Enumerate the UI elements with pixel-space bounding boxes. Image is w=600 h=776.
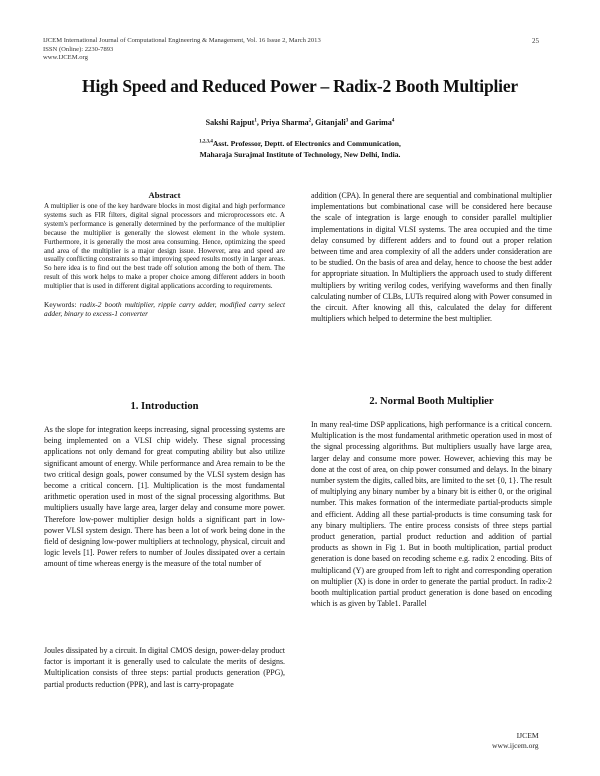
paragraph: addition (CPA). In general there are sequential and combinational multiplier implementations but combinational case will be considered here because the scale of integration is large enough to consider parallel multiplier implementations in digital VLSI systems. The area occupied and the time delay consumed by different adders and to found out a proper relation between time and area complexity of all the adders under consideration are to be studied. On the basis of area and delay, hence to choose the best adder for appropriate situation. In Multipliers the approach used to study different multipliers by writing verilog codes, verifying waveforms and then finally calculating number of CLBs, LUTs required along with Power consumed in the circuit. After knowing all this, calculated the delay for different multipliers which helped to determine the best multiplier.	[311, 191, 552, 324]
section-heading: 2. Normal Booth Multiplier	[369, 396, 494, 407]
footer-journal: IJCEM	[516, 731, 539, 740]
issn: ISSN (Online): 2230-7893	[43, 45, 114, 53]
author-index: 1	[254, 118, 257, 124]
footer-website: www.ijcem.org	[492, 741, 539, 750]
abstract-heading: Abstract	[148, 190, 181, 200]
affiliation-line-1: Asst. Professor, Deptt. of Electronics and Communication,	[212, 139, 401, 148]
page-number: 25	[532, 37, 539, 45]
author-separator: ,	[256, 118, 261, 127]
author-index: 4	[391, 118, 395, 124]
page-footer	[492, 731, 539, 751]
abstract-text: A multiplier is one of the key hardware blocks in most digital and high performance systems such as FIR filters, digital signal processors and microprocessors etc. A system's performance is generally determined by the performance of the multiplier because the multiplier is generally the slowest element in the whole system. Furthermore, it is generally the most area consuming. Hence, optimizing the speed and area of the multiplier is a major design issue. However, area and speed are usually conflicting constraints so that improving speed results mostly in larger areas. So here idea is to find out the best trade off solution among the both of them. The result of this work helps to make a proper choice among different adders in booth multiplier that is used in different digital applications according to requirements.	[44, 202, 285, 291]
keywords-label: Keywords:	[44, 300, 77, 310]
journal-line: IJCEM International Journal of Computational Engineering & Management, Vol. 16 Issue 2, March 2013	[43, 37, 321, 44]
affiliation	[0, 139, 600, 160]
paper-title: High Speed and Reduced Power – Radix-2 Booth Multiplier	[82, 76, 518, 96]
abstract-block	[44, 190, 285, 318]
keywords-list: radix-2 booth multiplier, ripple carry adder, modified carry select adder, binary to excess-1 converter	[44, 300, 285, 319]
journal-website: www.IJCEM.org	[43, 54, 88, 62]
introduction-body	[44, 424, 285, 570]
author-index: 3	[345, 118, 349, 124]
introduction-body-cont	[44, 645, 285, 690]
author-list	[0, 118, 600, 127]
normal-booth-body	[311, 419, 552, 609]
right-column-intro-cont	[311, 190, 552, 324]
section-normal-booth	[311, 396, 552, 407]
affiliation-index: 1,2,3,4	[199, 139, 213, 145]
paragraph: In many real-time DSP applications, high performance is a critical concern. Multiplication is the most fundamental arithmetic operation used in most of the signal processing algorithms. But multipliers usually have large area, larger delay and consume more power. However, achieving this may be done at the cost of area, on chip power consumed and delays. In the binary number system the digits, called bits, are limited to the set {0, 1}. The result of multiplying any binary number by a binary bit is either 0, or the original number. This makes formation of the intermediate partial-products simple and efficient. Adding all these partial-products is time consuming task for any binary multipliers. The entire process consists of three steps partial product generation, partial product reduction and addition of partial products as shown in Fig 1. But in booth multiplication, partial product generation is done based on recoding scheme e.g. radix 2 encoding. Bits of multiplicand (Y) are grouped from left to right and corresponding operation on multiplier (X) is done in order to generate the partial product. In radix-2 booth multiplication partial product generation is done based on encoding which is as given by Table1. Parallel	[311, 420, 552, 609]
journal-header	[43, 37, 321, 63]
affiliation-line-2: Maharaja Surajmal Institute of Technology, New Delhi, India.	[199, 149, 401, 159]
author-index: 2	[308, 118, 312, 124]
section-introduction	[44, 401, 285, 412]
author-separator: and	[348, 118, 366, 127]
author-name: Priya Sharma	[260, 118, 309, 127]
author-name: Garima	[365, 118, 392, 127]
author-separator: ,	[311, 118, 316, 127]
section-heading: 1. Introduction	[130, 401, 199, 412]
paragraph: As the slope for integration keeps increasing, signal processing systems are being implemented on a VLSI chip widely. These signal processing applications not only demand for great computing ability but also utilize significant amount of energy. While performance and Area remain to be the two critical design goals, power consumed by the VLSI system design has become a critical concern. [1]. Multiplication is the most fundamental arithmetic operation used in most of the signal processing algorithms. But multipliers usually have large area, larger delay and consume more power. Therefore low-power multiplier design holds a significant part in low- power VLSI system design. There has been a lot of work being done in the field of designing low-power multipliers at technology, physical, circuit and logic levels [1]. Power refers to number of Joules dissipated over a certain amount of time whereas energy is the measure of the total number of	[44, 425, 285, 569]
keywords	[44, 300, 285, 318]
author-name: Sakshi Rajput	[205, 118, 255, 127]
paragraph: Joules dissipated by a circuit. In digital CMOS design, power-delay product factor is important it is generally used to calculate the merits of designs. Multiplication consists of three steps: partial products generation (PPG), partial products reduction (PPR), and last is carry-propagate	[44, 646, 285, 689]
author-name: Gitanjali	[315, 118, 346, 127]
